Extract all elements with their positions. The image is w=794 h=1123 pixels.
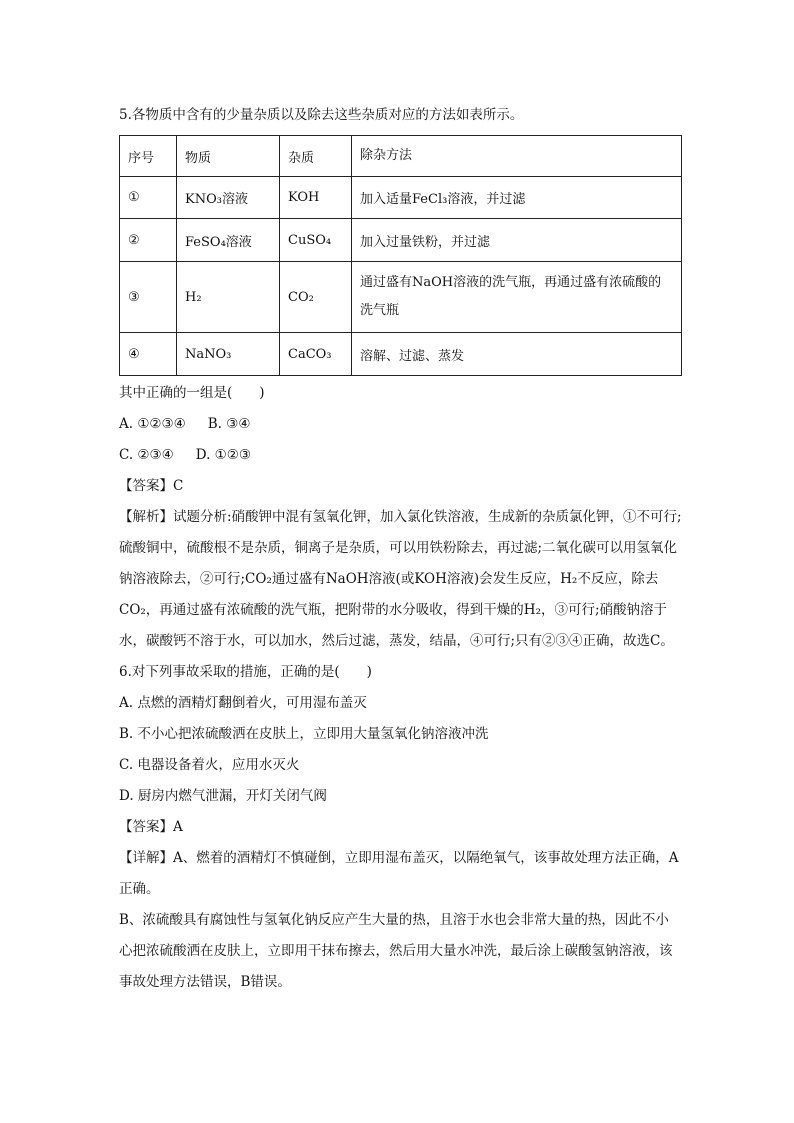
q6-answer: 【答案】A bbox=[119, 819, 183, 835]
q6-option-b: B. 不小心把浓硫酸洒在皮肤上，立即用大量氢氧化钠溶液冲洗 bbox=[119, 726, 489, 742]
table-header-row bbox=[120, 136, 682, 177]
table-row bbox=[120, 333, 682, 376]
option-a: A. ①②③④ bbox=[119, 416, 186, 432]
cell-substance: KNO₃溶液 bbox=[177, 177, 280, 219]
option-c: C. ②③④ bbox=[119, 447, 174, 463]
table-row bbox=[120, 177, 682, 219]
q5-answer: 【答案】C bbox=[119, 478, 184, 494]
cell-impurity: CaCO₃ bbox=[280, 333, 352, 376]
q6-option-c: C. 电器设备着火，应用水灭火 bbox=[119, 757, 300, 773]
cell-method: 溶解、过滤、蒸发 bbox=[352, 333, 682, 376]
q5-title: 5.各物质中含有的少量杂质以及除去这些杂质对应的方法如表所示。 bbox=[119, 107, 524, 123]
q5-options-row-1 bbox=[119, 409, 682, 440]
cell-no: ③ bbox=[120, 262, 177, 333]
cell-substance: FeSO₄溶液 bbox=[177, 219, 280, 262]
q6-option-a: A. 点燃的酒精灯翻倒着火，可用湿布盖灭 bbox=[119, 695, 367, 711]
table-row bbox=[120, 219, 682, 262]
cell-no: ② bbox=[120, 219, 177, 262]
cell-substance: NaNO₃ bbox=[177, 333, 280, 376]
cell-no: ④ bbox=[120, 333, 177, 376]
cell-impurity: CO₂ bbox=[280, 262, 352, 333]
q5-options-row-2 bbox=[119, 440, 682, 471]
q6-detail-b: B、浓硫酸具有腐蚀性与氢氧化钠反应产生大量的热，且溶于水也会非常大量的热，因此不小心把浓硫酸洒在皮肤上，立即用干抹布擦去，然后用大量水冲洗，最后涂上碳酸氢钠溶液，该事故处理方法错误，B错误。 bbox=[119, 912, 673, 990]
cell-method: 加入适量FeCl₃溶液，并过滤 bbox=[352, 177, 682, 219]
cell-method: 通过盛有NaOH溶液的洗气瓶，再通过盛有浓硫酸的洗气瓶 bbox=[352, 262, 682, 333]
header-cell: 除杂方法 bbox=[352, 136, 682, 177]
q6-detail-a: 【详解】A、燃着的酒精灯不慎碰倒，立即用湿布盖灭，以隔绝氧气，该事故处理方法正确，A正确。 bbox=[119, 850, 679, 897]
cell-impurity: KOH bbox=[280, 177, 352, 219]
option-d: D. ①②③ bbox=[195, 447, 251, 463]
cell-impurity: CuSO₄ bbox=[280, 219, 352, 262]
q5-question: 其中正确的一组是( ) bbox=[119, 385, 265, 401]
q5-analysis: 【解析】试题分析:硝酸钾中混有氢氧化钾，加入氯化铁溶液，生成新的杂质氯化钾，①不可行;硫酸铜中，硫酸根不是杂质，铜离子是杂质，可以用铁粉除去，再过滤;二氧化碳可以用氢氧化钠溶液除去，②可行;CO₂通过盛有NaOH溶液(或KOH溶液)会发生反应，H₂不反应，除去CO₂，再通过盛有浓硫酸的洗气瓶，把附带的水分吸收，得到干燥的H₂，③可行;硝酸钠溶于水，碳酸钙不溶于水，可以加水，然后过滤，蒸发，结晶，④可行;只有②③④正确，故选C。 bbox=[119, 509, 682, 649]
cell-no: ① bbox=[120, 177, 177, 219]
header-cell: 物质 bbox=[177, 136, 280, 177]
option-b: B. ③④ bbox=[207, 416, 251, 432]
header-cell: 序号 bbox=[120, 136, 177, 177]
header-cell: 杂质 bbox=[280, 136, 352, 177]
cell-method: 加入过量铁粉，并过滤 bbox=[352, 219, 682, 262]
document-page bbox=[119, 100, 682, 998]
q6-title: 6.对下列事故采取的措施，正确的是( ) bbox=[119, 664, 372, 680]
cell-substance: H₂ bbox=[177, 262, 280, 333]
table-row bbox=[120, 262, 682, 333]
impurity-table bbox=[119, 135, 682, 376]
q6-option-d: D. 厨房内燃气泄漏，开灯关闭气阀 bbox=[119, 788, 327, 804]
